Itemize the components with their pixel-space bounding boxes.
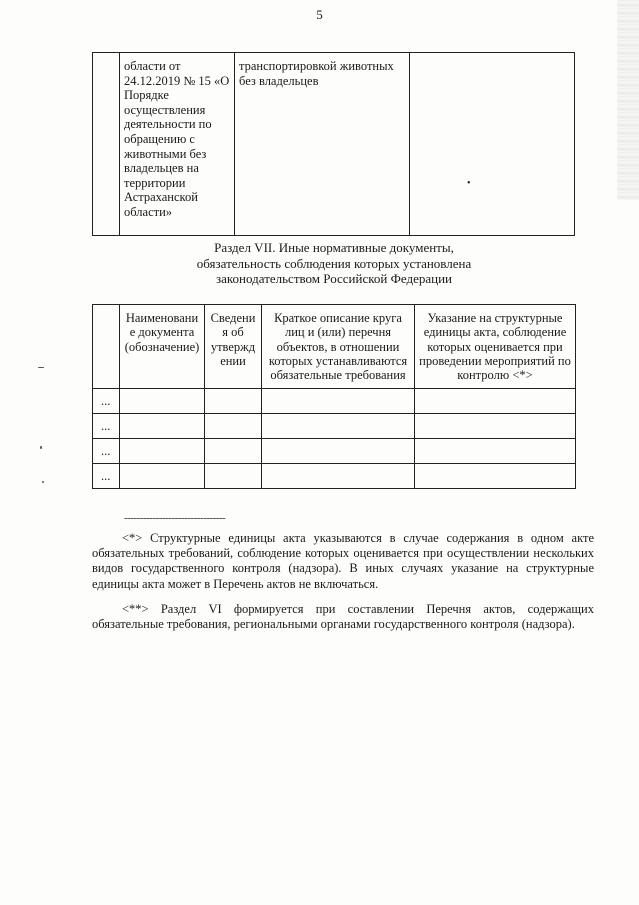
table-cell xyxy=(120,414,205,439)
table-cell-act-details: области от 24.12.2019 № 15 «О Порядке осуществления деятельности по обращению с животными без владельцев на территории Астраханской области» xyxy=(120,53,235,236)
column-header-document-name: Наименовани е документа (обозначение) xyxy=(120,305,205,389)
section-heading-line: обязательность соблюдения которых установлена xyxy=(196,255,472,271)
table-cell: ... xyxy=(93,439,120,464)
scan-speck xyxy=(42,481,44,483)
table-header-row xyxy=(93,305,576,389)
table-cell xyxy=(415,464,576,489)
scan-speck xyxy=(38,367,44,368)
table-cell xyxy=(262,439,415,464)
table-row xyxy=(93,464,576,489)
table-cell: ... xyxy=(93,464,120,489)
table-cell xyxy=(205,389,262,414)
table-cell xyxy=(262,414,415,439)
section-heading-line: Раздел VII. Иные нормативные документы, xyxy=(214,240,454,255)
table-cell xyxy=(205,464,262,489)
section-7-heading xyxy=(92,240,576,287)
column-header-scope-description: Краткое описание круга лиц и (или) перечня объектов, в отношении которых устанавливаются обязательные требования xyxy=(262,305,415,389)
table-cell xyxy=(262,464,415,489)
table-row xyxy=(93,439,576,464)
stray-mark: • xyxy=(467,178,471,189)
table-cell xyxy=(415,414,576,439)
table-cell xyxy=(205,414,262,439)
table-cell xyxy=(262,389,415,414)
table-cell-number xyxy=(93,53,120,236)
section-heading-line: законодательством Российской Федерации xyxy=(216,271,452,286)
column-header-approval-info: Сведени я об утвержд ении xyxy=(205,305,262,389)
table-cell xyxy=(120,464,205,489)
table-cell: ... xyxy=(93,389,120,414)
table-cell-subjects: транспортировкой животных без владельцев xyxy=(235,53,410,236)
table-row xyxy=(93,53,575,236)
table-row xyxy=(93,414,576,439)
continued-acts-table xyxy=(92,52,575,236)
column-header-structural-units: Указание на структурные единицы акта, соблюдение которых оценивается при проведении мероприятий по контролю <*> xyxy=(415,305,576,389)
table-row xyxy=(93,389,576,414)
table-cell xyxy=(415,389,576,414)
footnote-section-6: <**> Раздел VI формируется при составлении Перечня актов, содержащих обязательные требования, региональными органами государственного контроля (надзора). xyxy=(92,602,594,632)
table-cell xyxy=(120,439,205,464)
table-cell xyxy=(120,389,205,414)
footnote-structural-units: <*> Структурные единицы акта указываются в случае содержания в одном акте обязательных требований, соблюдение которых оценивается при осуществлении нескольких видов государственного контроля (надзора). В иных случаях указание на структурные единицы акта может в Перечень актов не включаться. xyxy=(92,531,594,591)
footnote-divider: -------------------------------- xyxy=(124,512,226,524)
table-cell-structural-units xyxy=(410,53,575,236)
table-cell xyxy=(415,439,576,464)
scan-speck xyxy=(40,446,42,449)
table-cell: ... xyxy=(93,414,120,439)
section-7-table xyxy=(92,304,576,489)
page-number: 5 xyxy=(316,7,323,22)
table-cell xyxy=(205,439,262,464)
scan-edge-artifact xyxy=(617,0,639,200)
column-header-number xyxy=(93,305,120,389)
